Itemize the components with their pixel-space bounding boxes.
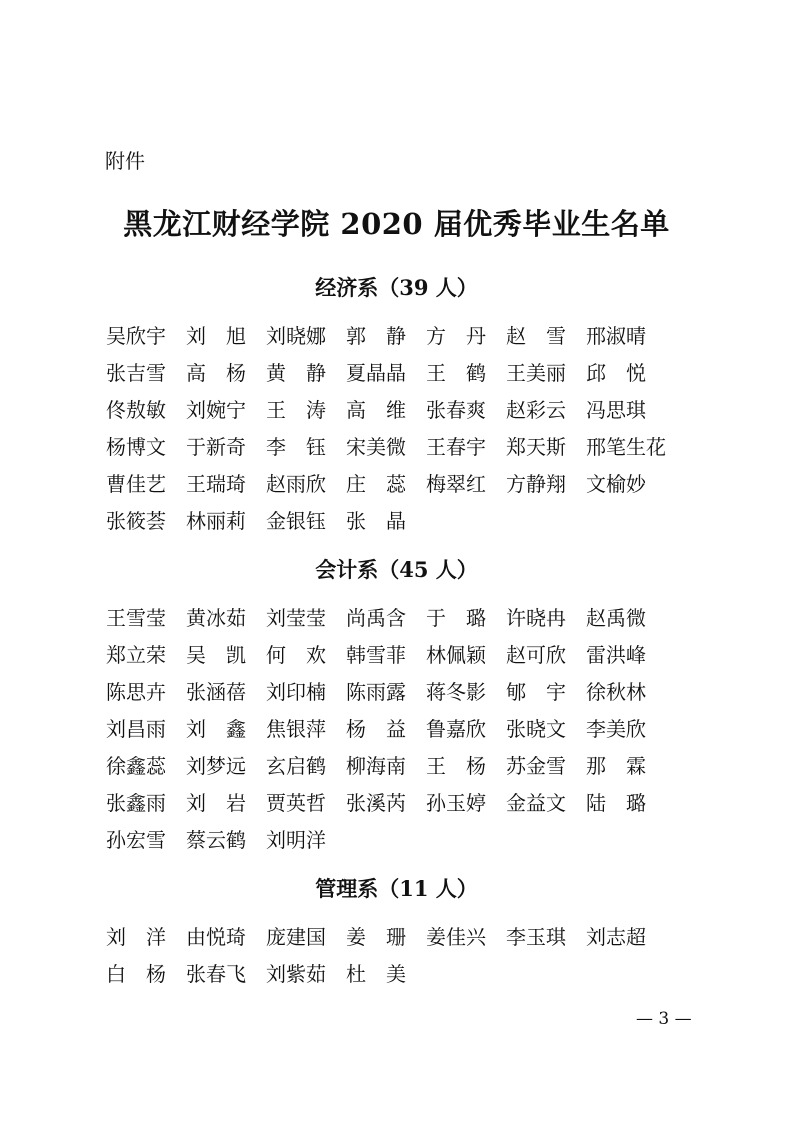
name-entry: 苏金雪 [506, 754, 566, 778]
name-entry: 陆 璐 [586, 791, 646, 815]
name-entry: 雷洪峰 [586, 643, 646, 667]
name-entry: 方 丹 [426, 324, 486, 348]
name-entry: 林佩颖 [426, 643, 486, 667]
section-heading-economics: 经济系（39 人） [315, 275, 478, 300]
name-entry: 王 涛 [266, 398, 326, 422]
name-entry: 于新奇 [186, 435, 246, 459]
name-entry: 赵可欣 [506, 643, 566, 667]
name-entry: 庞建国 [266, 925, 326, 949]
name-entry: 张晓文 [506, 717, 566, 741]
name-entry: 孙玉婷 [426, 791, 486, 815]
name-entry: 曹佳艺 [106, 472, 166, 496]
name-entry: 王雪莹 [106, 606, 166, 630]
name-entry: 王春宇 [426, 435, 486, 459]
attachment-label: 附件 [105, 149, 145, 173]
name-entry: 邢淑晴 [586, 324, 646, 348]
name-entry: 杨 益 [346, 717, 406, 741]
name-entry: 梅翠红 [426, 472, 486, 496]
name-entry: 郑立荣 [106, 643, 166, 667]
name-entry: 贾英哲 [266, 791, 326, 815]
name-entry: 徐鑫蕊 [106, 754, 166, 778]
name-entry: 蒋冬影 [426, 680, 486, 704]
name-entry: 刘 岩 [186, 791, 246, 815]
name-entry: 于 璐 [426, 606, 486, 630]
name-entry: 白 杨 [106, 962, 166, 986]
name-entry: 鲁嘉欣 [426, 717, 486, 741]
name-entry: 焦银萍 [266, 717, 326, 741]
name-entry: 李 钰 [266, 435, 326, 459]
name-entry: 蔡云鹤 [186, 828, 246, 852]
name-entry: 张 晶 [346, 509, 406, 533]
name-entry: 刘 鑫 [186, 717, 246, 741]
name-entry: 李玉琪 [506, 925, 566, 949]
name-entry: 郭 静 [346, 324, 406, 348]
name-entry: 赵禹微 [586, 606, 646, 630]
name-entry: 刘婉宁 [186, 398, 246, 422]
name-entry: 郑天斯 [506, 435, 566, 459]
name-entry: 刘 旭 [186, 324, 246, 348]
name-entry: 庄 蕊 [346, 472, 406, 496]
name-entry: 金益文 [506, 791, 566, 815]
name-entry: 郇 宇 [506, 680, 566, 704]
name-list-economics [106, 318, 686, 540]
page-number: — 3 — [636, 1009, 692, 1029]
name-entry: 刘印楠 [266, 680, 326, 704]
name-entry: 刘昌雨 [106, 717, 166, 741]
name-entry: 张吉雪 [106, 361, 166, 385]
name-entry: 孙宏雪 [106, 828, 166, 852]
name-entry: 张春爽 [426, 398, 486, 422]
name-entry: 许晓冉 [506, 606, 566, 630]
section-heading-accounting: 会计系（45 人） [315, 557, 478, 582]
name-entry: 邢笔生花 [586, 435, 666, 459]
name-entry: 刘紫茹 [266, 962, 326, 986]
name-entry: 赵彩云 [506, 398, 566, 422]
name-entry: 佟敖敏 [106, 398, 166, 422]
name-entry: 陈思卉 [106, 680, 166, 704]
name-entry: 柳海南 [346, 754, 406, 778]
name-entry: 冯思琪 [586, 398, 646, 422]
name-entry: 王 鹤 [426, 361, 486, 385]
name-entry: 韩雪菲 [346, 643, 406, 667]
name-entry: 李美欣 [586, 717, 646, 741]
name-entry: 姜 珊 [346, 925, 406, 949]
name-entry: 金银钰 [266, 509, 326, 533]
name-entry: 姜佳兴 [426, 925, 486, 949]
name-entry: 杨博文 [106, 435, 166, 459]
name-entry: 王瑞琦 [186, 472, 246, 496]
name-entry: 邱 悦 [586, 361, 646, 385]
name-entry: 玄启鹤 [266, 754, 326, 778]
name-entry: 赵 雪 [506, 324, 566, 348]
name-entry: 陈雨露 [346, 680, 406, 704]
name-entry: 张春飞 [186, 962, 246, 986]
name-entry: 王 杨 [426, 754, 486, 778]
name-entry: 王美丽 [506, 361, 566, 385]
name-entry: 尚禹含 [346, 606, 406, 630]
name-entry: 张涵蓓 [186, 680, 246, 704]
name-entry: 那 霖 [586, 754, 646, 778]
name-entry: 宋美微 [346, 435, 406, 459]
name-entry: 赵雨欣 [266, 472, 326, 496]
name-entry: 高 维 [346, 398, 406, 422]
name-entry: 方静翔 [506, 472, 566, 496]
name-entry: 夏晶晶 [346, 361, 406, 385]
name-list-accounting [106, 600, 686, 859]
name-entry: 张溪芮 [346, 791, 406, 815]
name-entry: 刘志超 [586, 925, 646, 949]
name-entry: 高 杨 [186, 361, 246, 385]
name-entry: 刘梦远 [186, 754, 246, 778]
name-entry: 吴 凯 [186, 643, 246, 667]
name-entry: 林丽莉 [186, 509, 246, 533]
name-entry: 张筱荟 [106, 509, 166, 533]
name-entry: 刘莹莹 [266, 606, 326, 630]
name-entry: 杜 美 [346, 962, 406, 986]
name-entry: 张鑫雨 [106, 791, 166, 815]
name-entry: 刘明洋 [266, 828, 326, 852]
name-entry: 由悦琦 [186, 925, 246, 949]
name-entry: 黄 静 [266, 361, 326, 385]
name-list-management [106, 919, 686, 993]
name-entry: 何 欢 [266, 643, 326, 667]
name-entry: 黄冰茹 [186, 606, 246, 630]
section-heading-management: 管理系（11 人） [315, 876, 478, 901]
name-entry: 文榆妙 [586, 472, 646, 496]
name-entry: 刘晓娜 [266, 324, 326, 348]
document-title: 黑龙江财经学院 2020 届优秀毕业生名单 [123, 207, 670, 241]
name-entry: 刘 洋 [106, 925, 166, 949]
name-entry: 吴欣宇 [106, 324, 166, 348]
name-entry: 徐秋林 [586, 680, 646, 704]
